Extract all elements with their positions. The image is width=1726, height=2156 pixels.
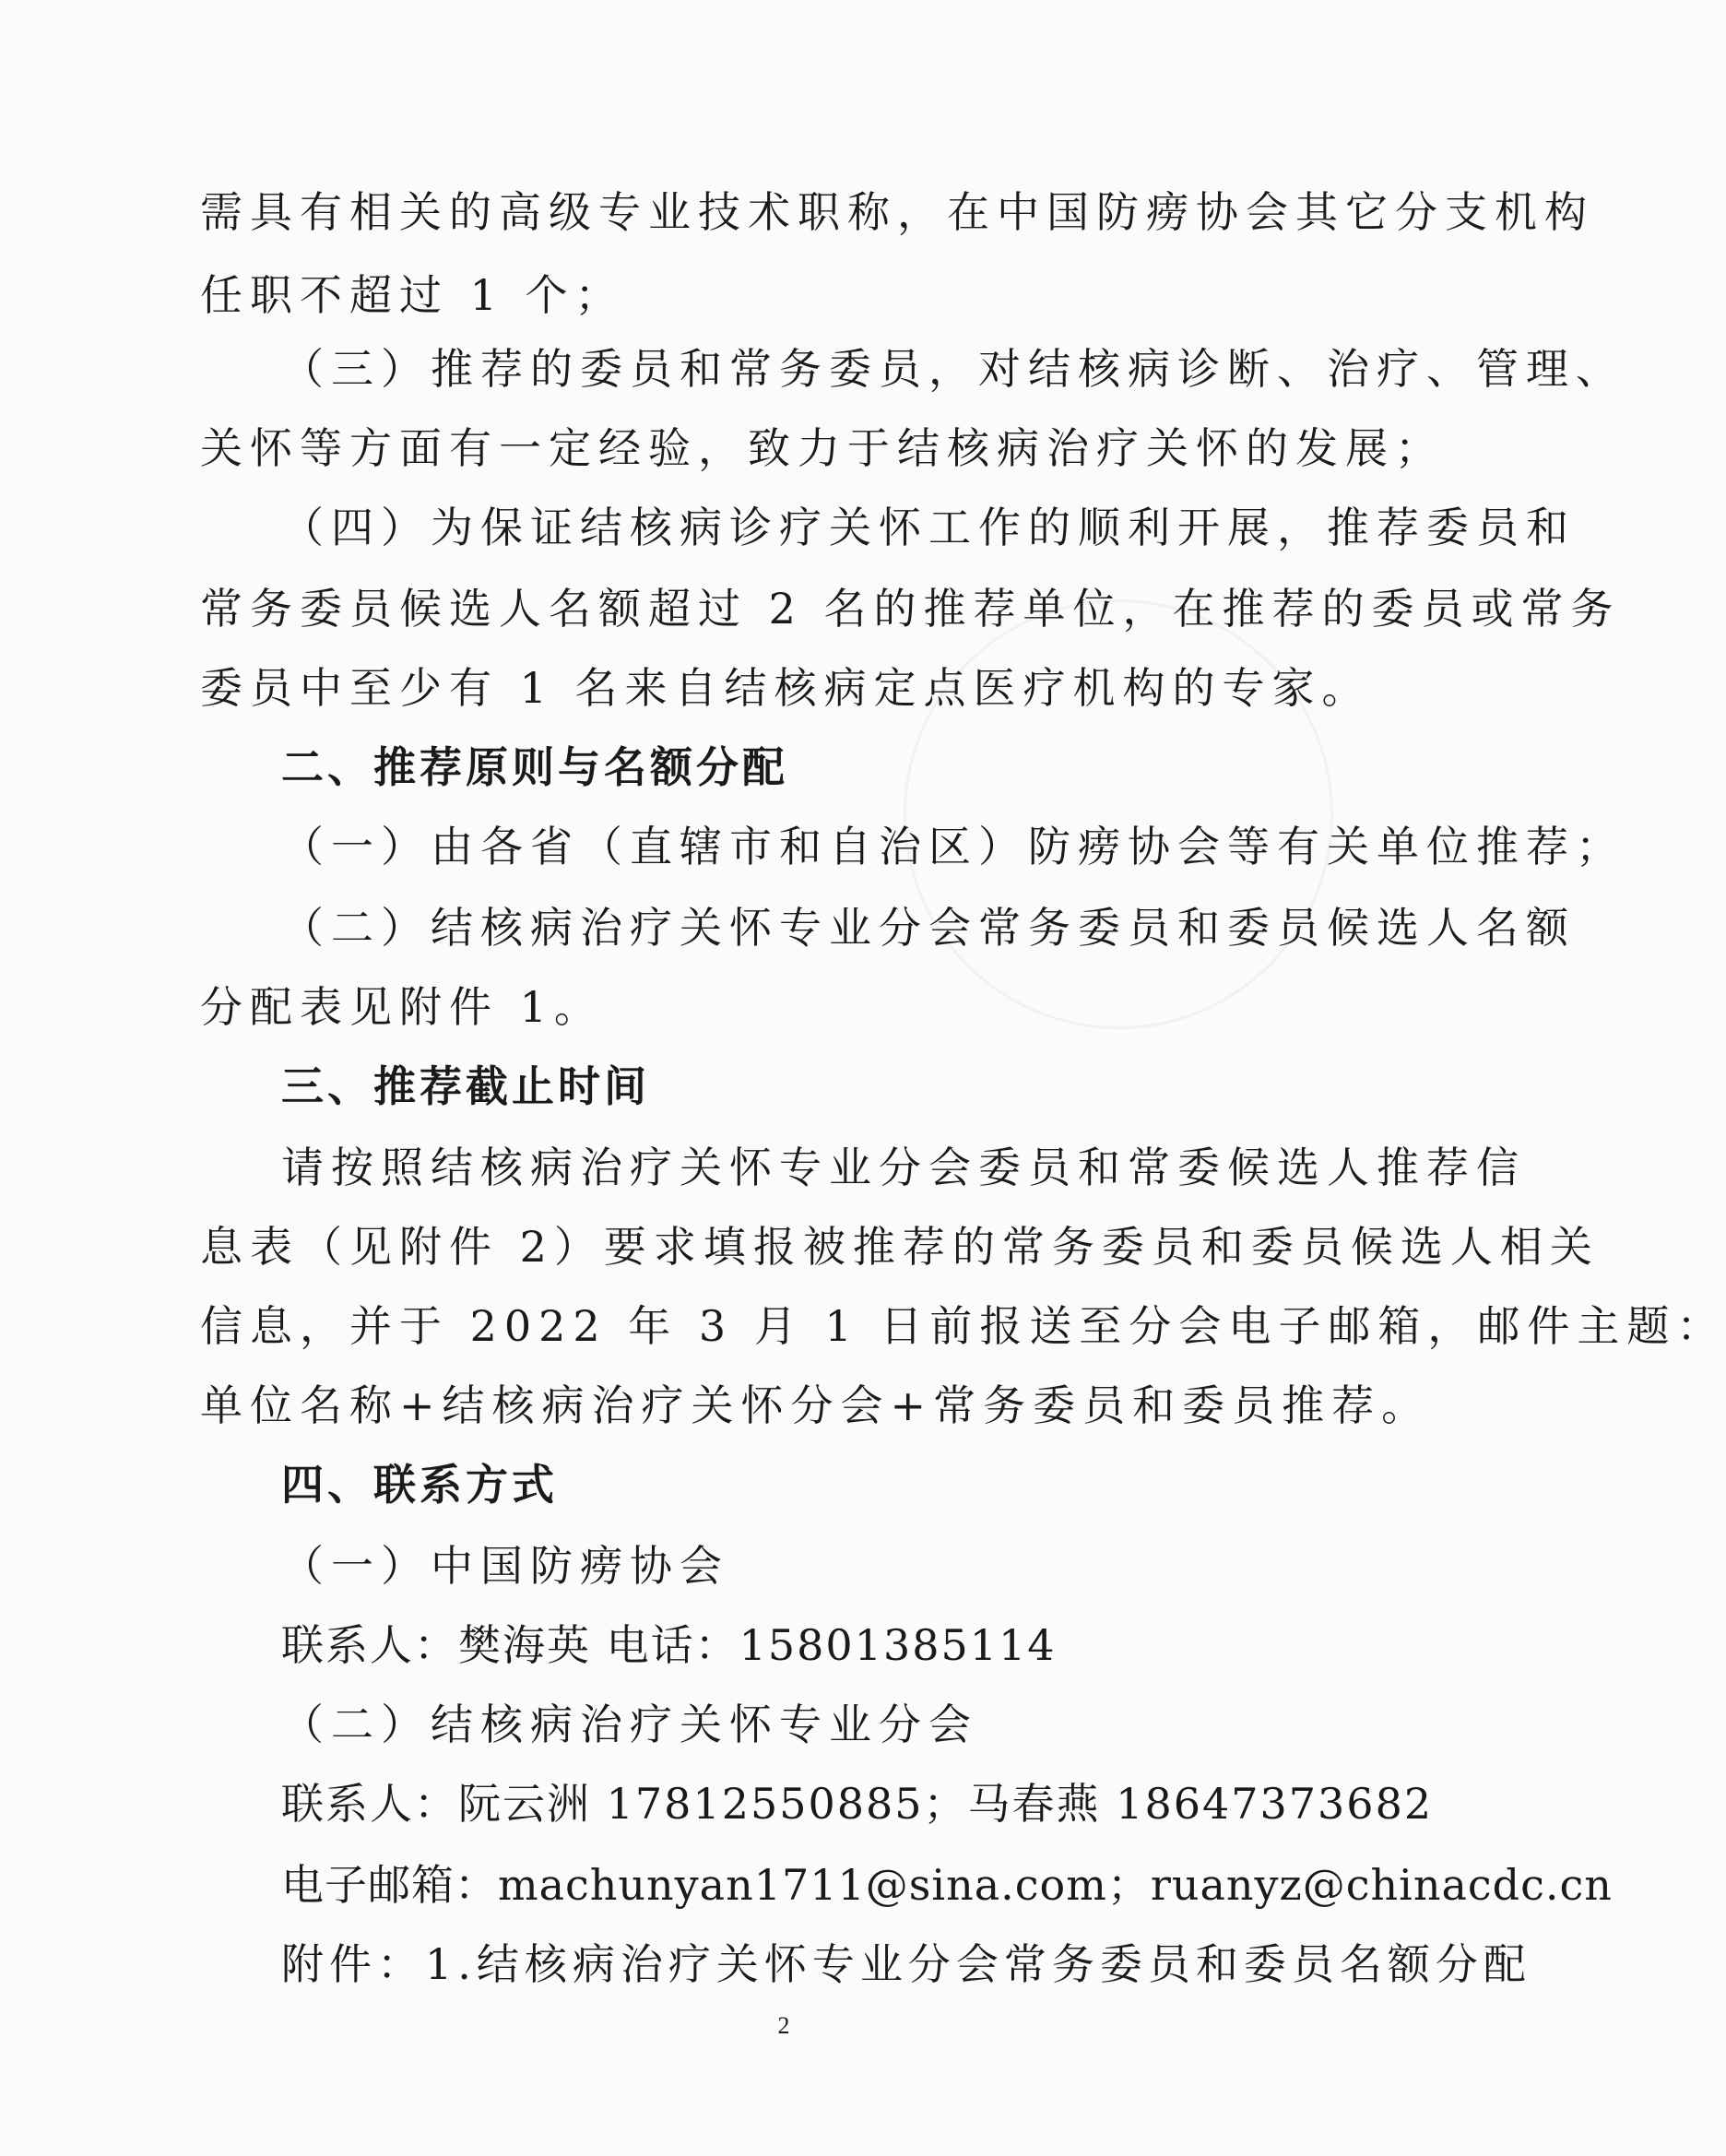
section-heading: 二、推荐原则与名额分配 <box>281 742 788 792</box>
paragraph-line: 分配表见附件 1。 <box>200 982 604 1032</box>
paragraph-line: （三）推荐的委员和常务委员，对结核病诊断、治疗、管理、 <box>281 344 1626 394</box>
paragraph-line: 息表（见附件 2）要求填报被推荐的常务委员和委员候选人相关 <box>200 1222 1600 1272</box>
paragraph-line: 常务委员候选人名额超过 2 名的推荐单位，在推荐的委员或常务 <box>200 584 1621 634</box>
attachment-line: 附件：1.结核病治疗关怀专业分会常务委员和委员名额分配 <box>281 1939 1531 1989</box>
paragraph-line: 请按照结核病治疗关怀专业分会委员和常委候选人推荐信 <box>281 1143 1526 1192</box>
contact-subheading: （二）结核病治疗关怀专业分会 <box>281 1700 978 1749</box>
contact-line: 联系人：阮云洲 17812550885；马春燕 18647373682 <box>281 1779 1434 1829</box>
email-line: 电子邮箱：machunyan1711@sina.com；ruanyz@chinacdc.cn <box>281 1860 1613 1910</box>
section-heading: 三、推荐截止时间 <box>281 1061 650 1111</box>
paragraph-line: 任职不超过 1 个； <box>200 270 625 320</box>
paragraph-line: 单位名称+结核病治疗关怀分会+常务委员和委员推荐。 <box>200 1380 1432 1430</box>
paragraph-line: 需具有相关的高级专业技术职称，在中国防痨协会其它分支机构 <box>200 187 1594 237</box>
paragraph-line: 关怀等方面有一定经验，致力于结核病治疗关怀的发展； <box>200 423 1445 473</box>
paragraph-line: 信息，并于 2022 年 3 月 1 日前报送至分会电子邮箱，邮件主题： <box>200 1301 1726 1351</box>
paragraph-line: （一）由各省（直辖市和自治区）防痨协会等有关单位推荐； <box>281 822 1626 871</box>
paragraph-line: （二）结核病治疗关怀专业分会常务委员和委员候选人名额 <box>281 903 1576 953</box>
contact-line: 联系人：樊海英 电话：15801385114 <box>281 1620 1057 1670</box>
paragraph-line: 委员中至少有 1 名来自结核病定点医疗机构的专家。 <box>200 663 1372 713</box>
section-heading: 四、联系方式 <box>281 1460 558 1510</box>
contact-subheading: （一）中国防痨协会 <box>281 1541 729 1591</box>
paragraph-line: （四）为保证结核病诊疗关怀工作的顺利开展，推荐委员和 <box>281 503 1576 552</box>
page-number: 2 <box>777 2012 790 2039</box>
